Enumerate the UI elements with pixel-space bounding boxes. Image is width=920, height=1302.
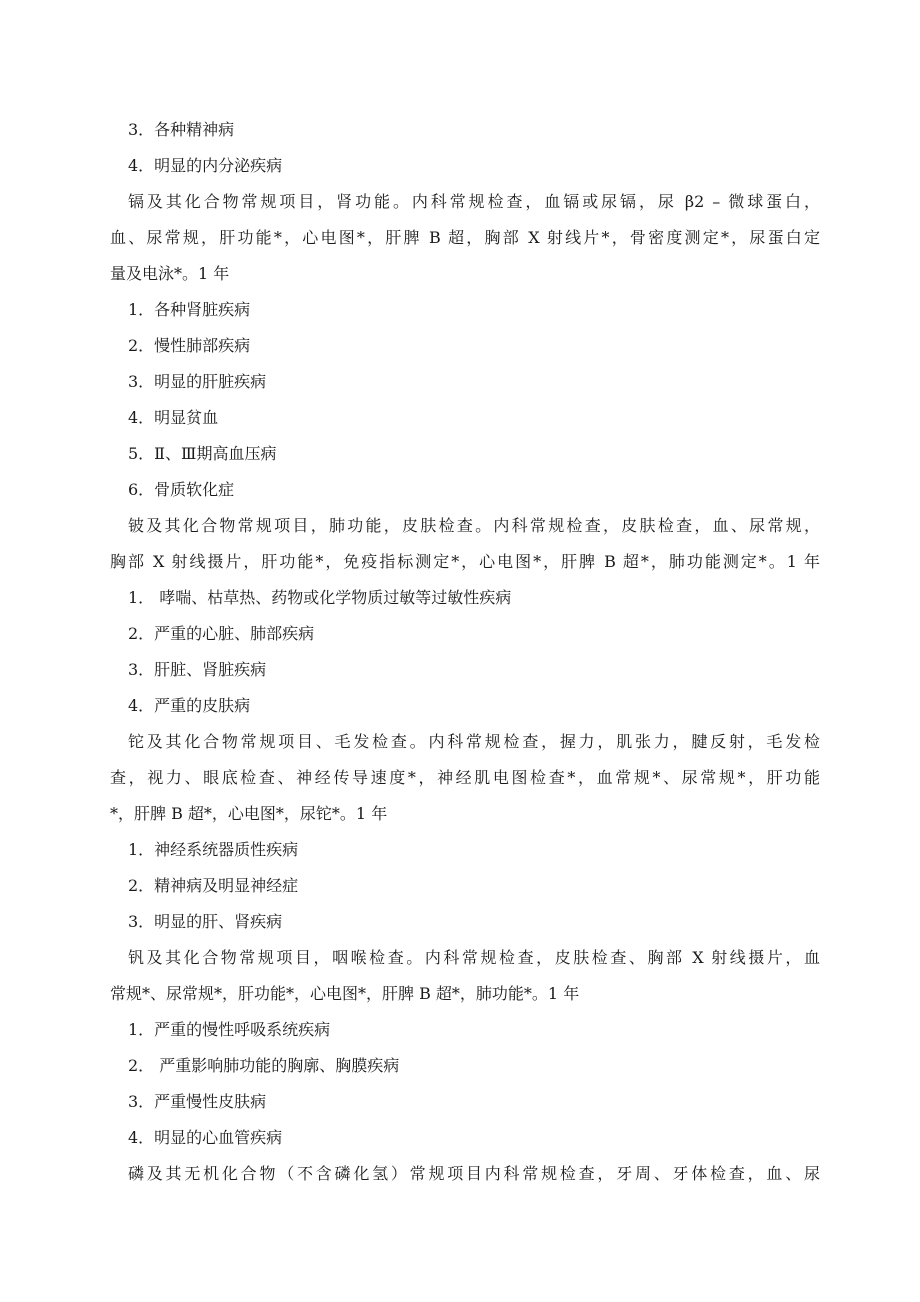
list-item: 2． 严重影响肺功能的胸廓、胸膜疾病	[128, 1056, 400, 1075]
paragraph-line: 常规*、尿常规*，肝功能*，心电图*，肝脾 B 超*，肺功能*。1 年	[110, 984, 580, 1003]
paragraph-line: 查，视力、眼底检查、神经传导速度*，神经肌电图检查*，血常规*、尿常规*，肝功能	[110, 768, 820, 787]
list-item: 2．精神病及明显神经症	[128, 876, 299, 895]
list-item: 6．骨质软化症	[128, 480, 235, 499]
list-item: 5．Ⅱ、Ⅲ期高血压病	[128, 444, 277, 463]
list-item: 1．各种肾脏疾病	[128, 300, 251, 319]
list-item: 3．各种精神病	[128, 120, 235, 139]
list-item: 4．严重的皮肤病	[128, 696, 251, 715]
list-item: 3．肝脏、肾脏疾病	[128, 660, 267, 679]
list-item: 2．严重的心脏、肺部疾病	[128, 624, 315, 643]
paragraph-line: 磷及其无机化合物（不含磷化氢）常规项目内科常规检查，牙周、牙体检查，血、尿	[128, 1164, 820, 1183]
paragraph-line: 铊及其化合物常规项目、毛发检查。内科常规检查，握力，肌张力，腱反射，毛发检	[128, 732, 820, 751]
paragraph-line: *，肝脾 B 超*，心电图*，尿铊*。1 年	[110, 804, 388, 823]
list-item: 2．慢性肺部疾病	[128, 336, 251, 355]
paragraph-line: 钒及其化合物常规项目，咽喉检查。内科常规检查，皮肤检查、胸部 X 射线摄片，血	[128, 948, 820, 967]
list-item: 1． 哮喘、枯草热、药物或化学物质过敏等过敏性疾病	[128, 588, 512, 607]
list-item: 4．明显的内分泌疾病	[128, 156, 283, 175]
list-item: 1．严重的慢性呼吸系统疾病	[128, 1020, 331, 1039]
list-item: 1．神经系统器质性疾病	[128, 840, 299, 859]
list-item: 3．严重慢性皮肤病	[128, 1092, 267, 1111]
list-item: 3．明显的肝脏疾病	[128, 372, 267, 391]
paragraph-line: 铍及其化合物常规项目，肺功能，皮肤检查。内科常规检查，皮肤检查，血、尿常规，	[128, 516, 820, 535]
list-item: 3．明显的肝、肾疾病	[128, 912, 283, 931]
list-item: 4．明显贫血	[128, 408, 219, 427]
document-body	[110, 112, 820, 1192]
list-item: 4．明显的心血管疾病	[128, 1128, 283, 1147]
paragraph-line: 镉及其化合物常规项目，肾功能。内科常规检查，血镉或尿镉，尿 β2 – 微球蛋白，	[128, 192, 820, 211]
paragraph-line: 血、尿常规，肝功能*，心电图*，肝脾 B 超，胸部 X 射线片*，骨密度测定*，尿蛋白定	[110, 228, 820, 247]
paragraph-line: 量及电泳*。1 年	[110, 264, 230, 283]
paragraph-line: 胸部 X 射线摄片，肝功能*，免疫指标测定*，心电图*，肝脾 B 超*，肺功能测定*。1 年	[110, 552, 820, 571]
